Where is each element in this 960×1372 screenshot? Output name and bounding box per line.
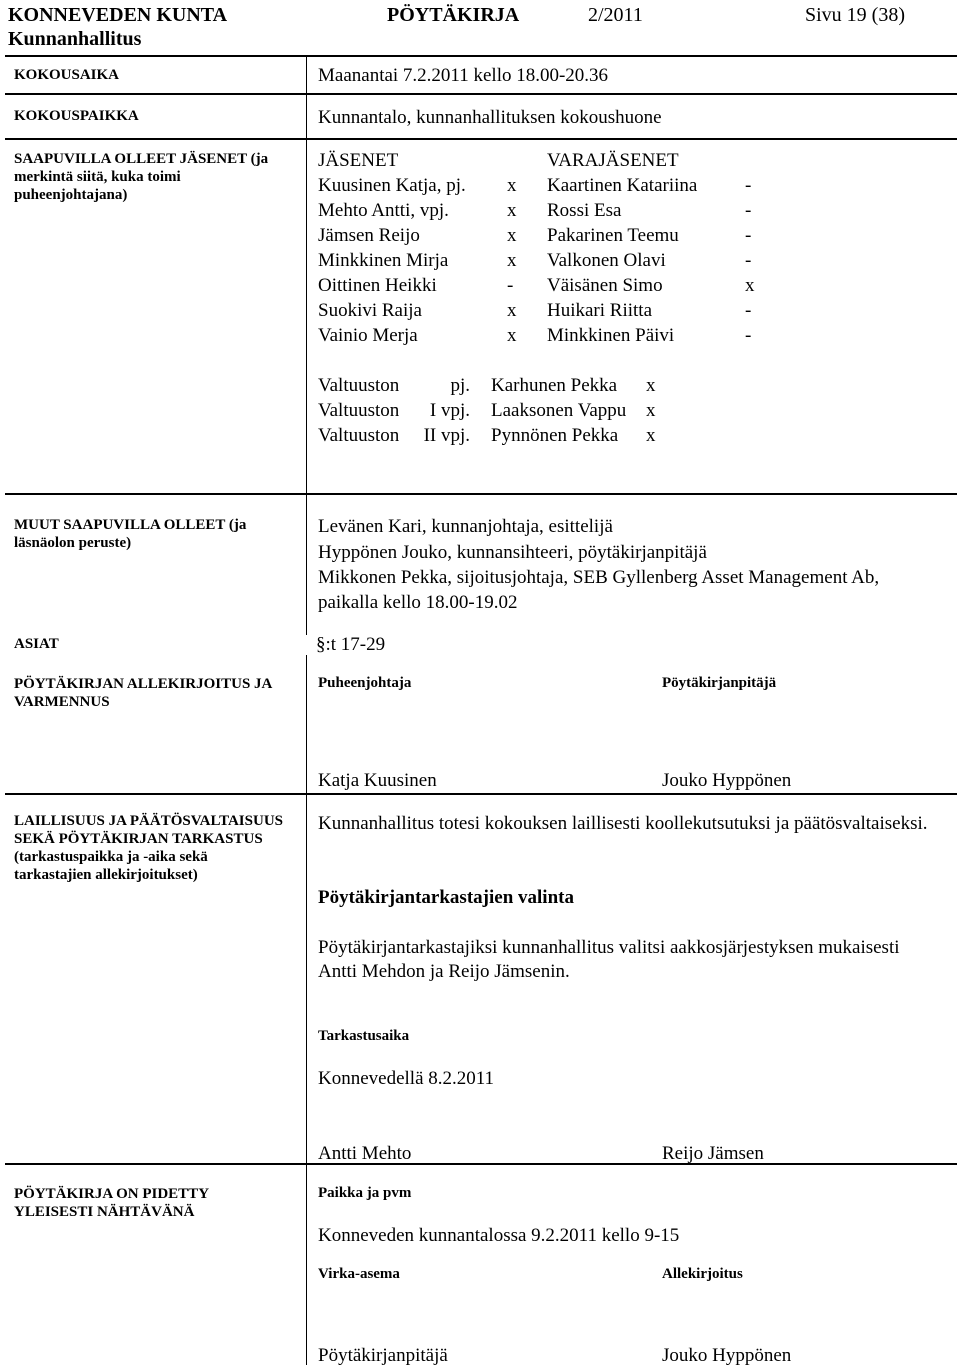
others-label: MUUT SAAPUVILLA OLLEET (ja läsnäolon peruste) [14,517,247,551]
council-name: Laaksonen Vappu [491,400,627,421]
member-mark: x [507,250,517,271]
council-title: pj. [450,375,470,396]
rule-3 [5,493,957,495]
meeting-place-value: Kunnantalo, kunnanhallituksen kokoushuone [318,107,662,128]
inspection-time-value: Konnevedellä 8.2.2011 [318,1068,495,1089]
council-role: Valtuuston [318,400,400,421]
deputy-name: Huikari Riitta [547,300,653,321]
deputy-name: Rossi Esa [547,200,622,221]
deputy-name: Väisänen Simo [547,275,663,296]
council-name: Karhunen Pekka [491,375,618,396]
place-date-value: Konneveden kunnantalossa 9.2.2011 kello 9-15 [318,1225,680,1246]
deputy-mark: - [745,300,752,321]
signing-label: PÖYTÄKIRJAN ALLEKIRJOITUS JA VARMENNUS [14,676,272,710]
doc-number: 2/2011 [588,4,643,26]
attendees-label: SAAPUVILLA OLLEET JÄSENET (ja merkintä siitä, kuka toimi puheenjohtajana) [14,151,269,203]
deputy-mark: - [745,175,752,196]
deputy-name: Valkonen Olavi [547,250,666,271]
council-mark: x [646,375,656,396]
signer-name: Jouko Hyppönen [662,1345,792,1366]
signature-label: Allekirjoitus [662,1266,743,1282]
council-role: Valtuuston [318,425,400,446]
others-line-1: Levänen Kari, kunnanjohtaja, esittelijä [318,516,613,537]
council-mark: x [646,400,656,421]
member-mark: x [507,200,517,221]
place-date-label: Paikka ja pvm [318,1185,412,1201]
member-mark: x [507,325,517,346]
meeting-time-label: KOKOUSAIKA [14,67,120,83]
member-mark: x [507,225,517,246]
council-title: I vpj. [429,400,470,421]
rule-5 [5,1163,957,1165]
council-name: Pynnönen Pekka [491,425,619,446]
deputies-header: VARAJÄSENET [547,150,679,171]
deputy-mark: - [745,200,752,221]
page-number: Sivu 19 (38) [805,4,905,26]
member-mark: x [507,300,517,321]
member-name: Minkkinen Mirja [318,250,449,271]
member-name: Jämsen Reijo [318,225,420,246]
deputy-name: Minkkinen Päivi [547,325,675,346]
council-title: II vpj. [423,425,470,446]
inspector-2-name: Reijo Jämsen [662,1143,764,1164]
legality-text: Kunnanhallitus totesi kokouksen laillisesti koollekutsutuksi ja päätösvaltaiseksi. [318,813,928,834]
member-mark: x [507,175,517,196]
column-divider-lower [306,655,307,1365]
inspection-time-label: Tarkastusaika [318,1028,410,1044]
council-mark: x [646,425,656,446]
chair-name: Katja Kuusinen [318,770,437,791]
body-name: Kunnanhallitus [8,28,142,50]
office-value: Pöytäkirjanpitäjä [318,1345,448,1366]
public-label: PÖYTÄKIRJA ON PIDETTY YLEISESTI NÄHTÄVÄNÄ [14,1186,209,1220]
member-name: Suokivi Raija [318,300,422,321]
deputy-name: Pakarinen Teemu [547,225,679,246]
chair-label: Puheenjohtaja [318,675,412,691]
column-divider-upper [306,55,307,635]
inspector-1-name: Antti Mehto [318,1143,412,1164]
others-line-2: Hyppönen Jouko, kunnansihteeri, pöytäkirjanpitäjä [318,542,707,563]
member-name: Vainio Merja [318,325,418,346]
office-label: Virka-asema [318,1266,400,1282]
inspectors-heading: Pöytäkirjantarkastajien valinta [318,887,574,908]
council-role: Valtuuston [318,375,400,396]
secretary-label: Pöytäkirjanpitäjä [662,675,777,691]
legality-label: LAILLISUUS JA PÄÄTÖSVALTAISUUS SEKÄ PÖYTÄKIRJAN TARKASTUS (tarkastuspaikka ja -aika sekä tarkastajien allekirjoitukset) [14,813,283,883]
rule-4 [5,793,957,795]
rule-top [5,55,957,57]
municipality-name: KONNEVEDEN KUNTA [8,4,228,26]
members-header: JÄSENET [318,150,399,171]
rule-1 [5,93,957,95]
meeting-place-label: KOKOUSPAIKKA [14,108,139,124]
member-name: Kuusinen Katja, pj. [318,175,466,196]
member-mark: - [507,275,514,296]
member-name: Oittinen Heikki [318,275,437,296]
others-line-4: paikalla kello 18.00-19.02 [318,592,518,613]
inspectors-choice-text: Pöytäkirjantarkastajiksi kunnanhallitus valitsi aakkosjärjestyksen mukaisesti Antti Mehdon ja Reijo Jämsenin. [318,937,900,982]
deputy-mark: - [745,325,752,346]
doc-type: PÖYTÄKIRJA [387,4,520,26]
member-name: Mehto Antti, vpj. [318,200,449,221]
deputy-mark: - [745,225,752,246]
meeting-time-value: Maanantai 7.2.2011 kello 18.00-20.36 [318,65,609,86]
rule-2 [5,138,957,140]
asiat-value: §:t 17-29 [316,634,386,655]
deputy-name: Kaartinen Katariina [547,175,698,196]
others-line-3: Mikkonen Pekka, sijoitusjohtaja, SEB Gyllenberg Asset Management Ab, [318,567,880,588]
deputy-mark: - [745,250,752,271]
asiat-label: ASIAT [14,636,59,652]
deputy-mark: x [745,275,755,296]
secretary-name: Jouko Hyppönen [662,770,792,791]
